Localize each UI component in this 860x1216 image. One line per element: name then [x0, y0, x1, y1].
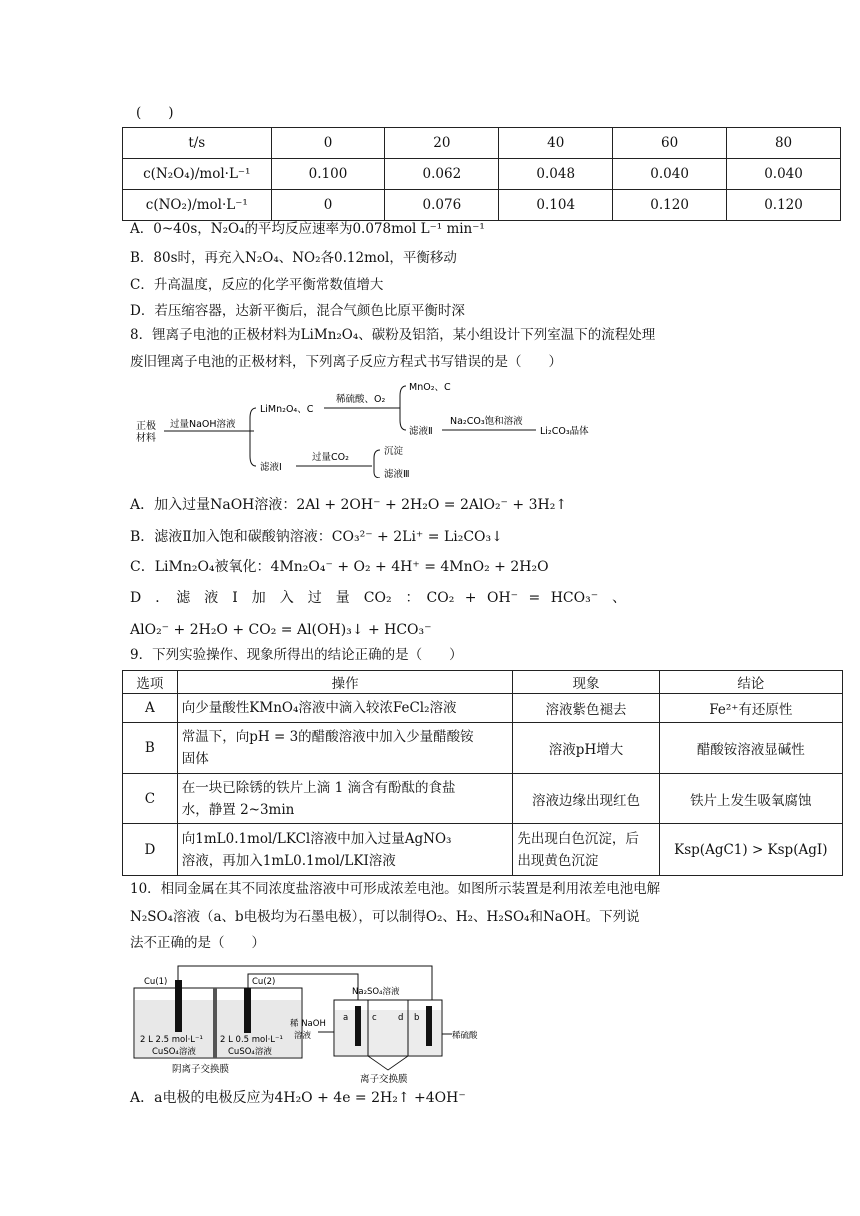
conclusion-cell: 铁片上发生吸氧腐蚀 [659, 774, 842, 824]
solution-label: CuSO₄溶液 [228, 1047, 272, 1057]
flow-step: 过量NaOH溶液 [170, 419, 236, 430]
q10-cell-diagram [130, 960, 490, 1085]
phenomenon-line: 溶液pH增大 [548, 742, 624, 758]
flow-step: Na₂CO₃饱和溶液 [450, 416, 523, 427]
header-cell: 0 [271, 128, 385, 159]
phenomenon-cell [513, 694, 659, 723]
electrode-label: b [414, 1013, 420, 1023]
table-cell: 0.120 [613, 190, 727, 221]
q7-option-c: C．升高温度，反应的化学平衡常数值增大 [130, 277, 384, 293]
q8-stem: 8．锂离子电池的正极材料为LiMn₂O₄、碳粉及铝箔，某小组设计下列室温下的流程处理 [130, 327, 656, 343]
option-cell: B [123, 723, 178, 774]
phenomenon-line: 溶液紫色褪去 [545, 702, 627, 718]
operation-line: 固体 [181, 751, 209, 767]
flow-step: 过量CO₂ [312, 452, 349, 463]
q7-option-b: B．80s时，再充入N₂O₄、NO₂各0.12mol，平衡移动 [130, 250, 457, 266]
cu1-label: Cu(1) [144, 977, 168, 987]
table-cell: 0.120 [727, 190, 841, 221]
table-row [123, 774, 843, 824]
operation-cell [177, 694, 513, 723]
flow-start: 材料 [136, 433, 156, 444]
operation-line: 向1mL0.1mol/LKCl溶液中加入过量AgNO₃ [181, 830, 452, 847]
flow-node: MnO₂、C [409, 382, 451, 393]
operation-cell [177, 774, 513, 824]
phenomenon-line: 溶液边缘出现红色 [532, 792, 640, 809]
conclusion-cell: Fe²⁺有还原性 [659, 694, 842, 723]
header-cell: t/s [123, 128, 272, 159]
q8-stem: 废旧锂离子电池的正极材料，下列离子反应方程式书写错误的是（ ） [130, 354, 562, 370]
option-cell: A [123, 694, 178, 723]
table-row [123, 824, 843, 876]
header-cell: 结论 [659, 671, 842, 694]
operation-line: 在一块已除锈的铁片上滴 1 滴含有酚酞的食盐 [181, 779, 456, 796]
phenomenon-cell [513, 824, 659, 876]
q7-data-table [122, 127, 841, 221]
phenomenon-line: 出现黄色沉淀 [517, 852, 599, 869]
option-cell: C [123, 774, 178, 824]
flow-node: 滤液Ⅰ [260, 462, 282, 473]
q8-option-c: C．LiMn₂O₄被氧化：4Mn₂O₄⁻ + O₂ + 4H⁺ = 4MnO₂ + 2H₂O [130, 559, 549, 575]
header-cell: 选项 [123, 671, 178, 694]
q7-option-a: A．0~40s，N₂O₄的平均反应速率为0.078mol L⁻¹ min⁻¹ [130, 221, 485, 237]
q10-stem: 法不正确的是（ ） [130, 935, 265, 951]
table-header-row [123, 128, 841, 159]
q9-table [122, 670, 843, 876]
q10-stem: N₂SO₄溶液（a、b电极均为石墨电极），可以制得O₂、H₂、H₂SO₄和NaOH。下列说 [130, 909, 640, 925]
operation-line: 常温下，向pH = 3的醋酸溶液中加入少量醋酸铵 [181, 729, 474, 745]
operation-line: 水，静置 2~3min [181, 801, 295, 818]
table-cell: 0.040 [613, 159, 727, 190]
q8-option-b: B．滤液Ⅱ加入饱和碳酸钠溶液：CO₃²⁻ + 2Li⁺ = Li₂CO₃↓ [130, 529, 503, 545]
conclusion-cell: Ksp(AgC1) > Ksp(AgI) [659, 824, 842, 876]
conclusion-cell: 醋酸铵溶液显碱性 [659, 723, 842, 774]
operation-cell [177, 723, 513, 774]
electrode-label: c [372, 1013, 377, 1023]
q8-flow-diagram [128, 378, 608, 478]
header-cell: 60 [613, 128, 727, 159]
header-cell: 20 [385, 128, 499, 159]
flow-step: 稀硫酸、O₂ [336, 394, 386, 405]
q8-option-d: D ． 滤 液 Ⅰ 加 入 过 量 CO₂ ： CO₂ + OH⁻ = HCO₃⁻ 、 [130, 590, 627, 606]
h2so4-label: 稀硫酸 [452, 1031, 478, 1041]
q9-stem: 9．下列实验操作、现象所得出的结论正确的是（ ） [130, 647, 463, 663]
membrane-label: 离子交换膜 [360, 1074, 408, 1085]
flow-node: 滤液Ⅱ [409, 426, 433, 437]
header-cell: 40 [499, 128, 613, 159]
naoh-label: 稀 NaOH [290, 1019, 326, 1029]
solution-label: 2 L 0.5 mol·L⁻¹ [220, 1035, 283, 1045]
solution-label: CuSO₄溶液 [152, 1047, 196, 1057]
operation-line: 向少量酸性KMnO₄溶液中滴入较浓FeCl₂溶液 [181, 700, 457, 716]
q8-option-d-cont: AlO₂⁻ + 2H₂O + CO₂ = Al(OH)₃↓ + HCO₃⁻ [130, 622, 432, 638]
header-cell: 现象 [513, 671, 659, 694]
phenomenon-cell [513, 774, 659, 824]
table-row [123, 190, 841, 221]
table-cell: 0.100 [271, 159, 385, 190]
q10-option-a: A．a电极的电极反应为4H₂O + 4e = 2H₂↑ +4OH⁻ [130, 1090, 466, 1106]
flow-node: 滤液Ⅲ [384, 469, 410, 478]
table-row [123, 723, 843, 774]
flow-node: Li₂CO₃晶体 [540, 426, 589, 437]
row-label: c(N₂O₄)/mol·L⁻¹ [123, 159, 272, 190]
naoh-label: 溶液 [294, 1031, 312, 1041]
row-label: c(NO₂)/mol·L⁻¹ [123, 190, 272, 221]
q8-option-a: A．加入过量NaOH溶液：2Al + 2OH⁻ + 2H₂O = 2AlO₂⁻ + 3H₂↑ [130, 497, 568, 513]
electrode-label: a [343, 1013, 349, 1023]
table-cell: 0.104 [499, 190, 613, 221]
header-cell: 80 [727, 128, 841, 159]
cu2-label: Cu(2) [252, 977, 276, 987]
option-cell: D [123, 824, 178, 876]
operation-cell [177, 824, 513, 876]
q10-stem: 10．相同金属在其不同浓度盐溶液中可形成浓差电池。如图所示装置是利用浓差电池电解 [130, 881, 661, 897]
membrane-label: 阴离子交换膜 [172, 1064, 230, 1075]
q7-option-d: D．若压缩容器，达新平衡后，混合气颜色比原平衡时深 [130, 303, 465, 319]
flow-node: 沉淀 [384, 446, 404, 457]
na2so4-label: Na₂SO₄溶液 [352, 987, 400, 997]
flow-start: 正极 [136, 421, 156, 432]
operation-line: 溶液，再加入1mL0.1mol/LKI溶液 [181, 852, 396, 869]
q7-blank: ( ) [136, 105, 174, 121]
electrode-label: d [398, 1013, 404, 1023]
header-cell: 操作 [177, 671, 513, 694]
table-header-row [123, 671, 843, 694]
table-cell: 0.076 [385, 190, 499, 221]
table-cell: 0.048 [499, 159, 613, 190]
table-row [123, 694, 843, 723]
phenomenon-cell [513, 723, 659, 774]
solution-label: 2 L 2.5 mol·L⁻¹ [140, 1035, 203, 1045]
table-cell: 0.040 [727, 159, 841, 190]
table-row [123, 159, 841, 190]
table-cell: 0 [271, 190, 385, 221]
table-cell: 0.062 [385, 159, 499, 190]
flow-node: LiMn₂O₄、C [260, 404, 314, 415]
phenomenon-line: 先出现白色沉淀，后 [517, 830, 639, 847]
